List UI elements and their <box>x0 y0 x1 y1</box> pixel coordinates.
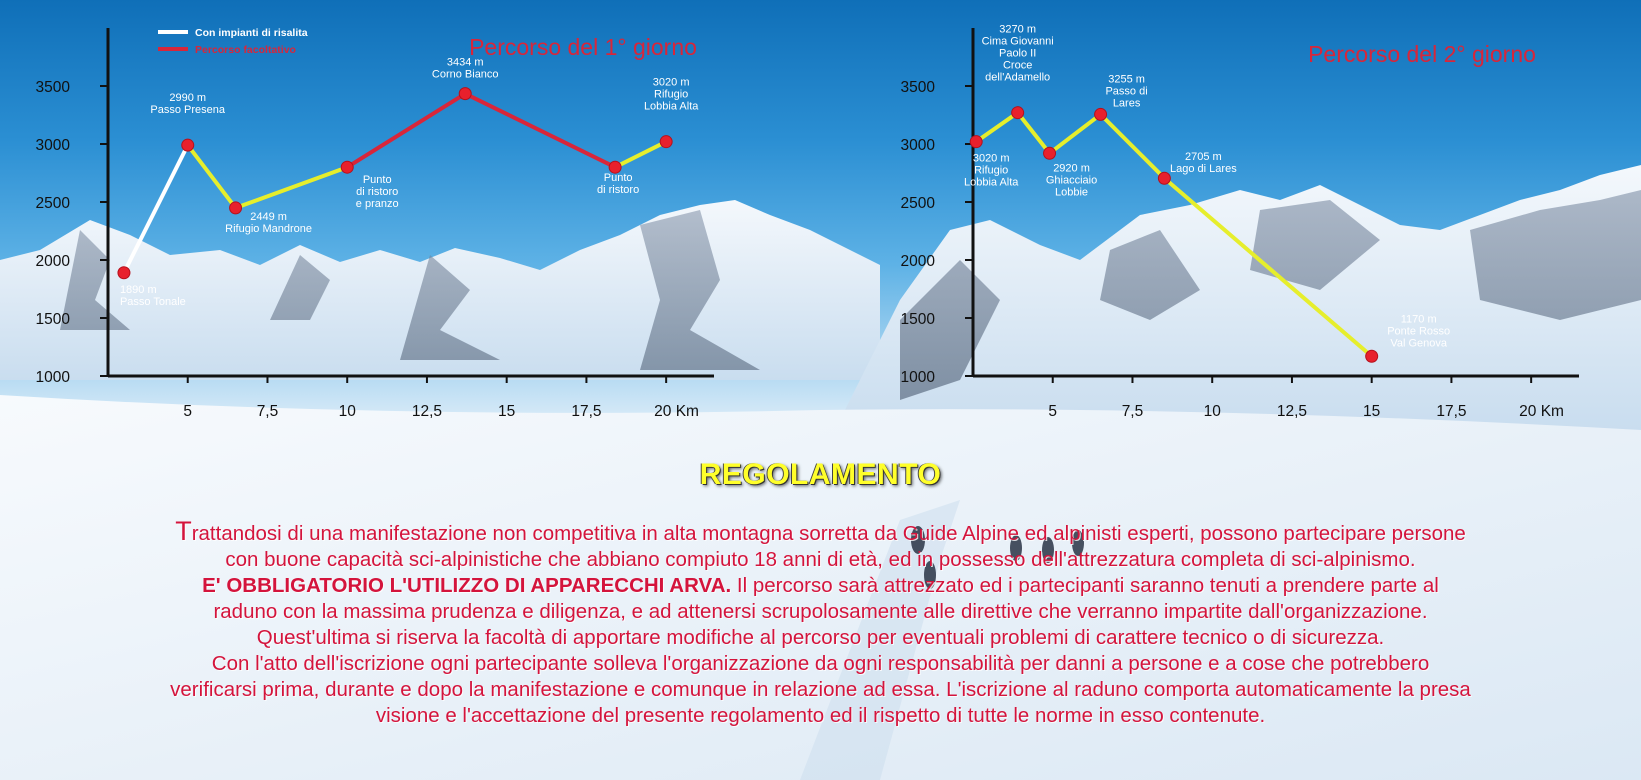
waypoint-label <box>120 284 186 308</box>
x-tick-label: 10 <box>1203 403 1221 420</box>
waypoint-label-line: Croce <box>1002 59 1033 72</box>
waypoint-label-line: 3434 m <box>446 56 484 69</box>
route-segment <box>1018 113 1050 154</box>
y-tick-label: 3500 <box>900 79 935 96</box>
rules-line-5: Quest'ultima si riserva la facoltà di apportare modifiche al percorso per eventuali problemi di carattere tecnico o di sicurezza. <box>256 626 1385 649</box>
rules-line-4: raduno con la massima prudenza e diligenza, e ad attenersi scrupolosamente alle direttive che verranno impartite dall'organizzazione. <box>213 600 1428 623</box>
waypoint-label <box>432 57 499 81</box>
waypoint-label <box>597 172 639 196</box>
waypoint-label-line: Rifugio Mandrone <box>225 222 313 235</box>
waypoint-marker <box>1158 172 1170 184</box>
y-tick-label: 1500 <box>900 311 935 328</box>
waypoint-label-line: 3255 m <box>1108 73 1145 86</box>
route-segment <box>976 113 1017 142</box>
route-segment <box>347 94 465 168</box>
waypoint-label-line: Cima Giovanni <box>981 35 1054 48</box>
waypoint-label-line: di ristoro <box>356 186 399 199</box>
waypoint-marker <box>1012 107 1024 119</box>
waypoint-marker <box>341 161 353 173</box>
waypoint-label-line: Lobbia Alta <box>963 176 1019 189</box>
x-tick-label: 10 <box>338 403 356 420</box>
waypoint-label <box>1170 151 1237 175</box>
rules-line-1 <box>20 518 1621 547</box>
route-segment <box>465 94 615 168</box>
route-segment <box>615 142 666 168</box>
route-segment <box>236 167 348 208</box>
waypoint-marker <box>1044 147 1056 159</box>
x-tick-label: 12,5 <box>1276 403 1308 420</box>
waypoint-label-line: Passo Tonale <box>119 295 186 308</box>
rules-drop-cap: T <box>175 516 192 546</box>
regolamento-text <box>20 518 1621 729</box>
y-tick-label: 3000 <box>35 137 70 154</box>
waypoint-label-line: 1170 m <box>1400 313 1437 326</box>
chart-day-2 <box>865 0 1625 440</box>
rules-line-6: Con l'atto dell'iscrizione ogni partecipante solleva l'organizzazione da ogni responsabilità per danni a persone e a cose che potrebbero <box>211 652 1430 675</box>
waypoint-label-line: di ristoro <box>597 184 640 197</box>
route-segment <box>1164 178 1371 356</box>
waypoint-label-line: 3020 m <box>972 152 1010 165</box>
rules-line-1-text: rattandosi di una manifestazione non competitiva in alta montagna sorretta da Guide Alpine ed alpinisti esperti, possono partecipare persone <box>191 522 1466 545</box>
y-tick-label: 2000 <box>35 253 70 270</box>
plot-area <box>901 24 1579 420</box>
x-tick-label: 20 Km <box>1519 403 1564 420</box>
x-tick-label: 20 Km <box>654 403 699 420</box>
waypoint-label-line: Paolo II <box>998 47 1037 60</box>
arva-warning: E' OBBLIGATORIO L'UTILIZZO DI APPARECCHI ARVA. <box>202 574 732 597</box>
x-tick-label: 5 <box>1048 403 1058 420</box>
waypoint-marker <box>459 88 471 100</box>
y-tick-label: 2500 <box>35 195 70 212</box>
waypoint-marker <box>970 136 982 148</box>
x-tick-label: 7,5 <box>256 403 279 420</box>
waypoint-label-line: Lares <box>1112 97 1141 110</box>
waypoint-label-line: 2990 m <box>169 92 207 105</box>
legend-label: Con impianti di risalita <box>195 27 308 39</box>
waypoint-label <box>150 92 225 116</box>
waypoint-label-line: Lago di Lares <box>1170 163 1237 176</box>
waypoint-label-line: Lobbie <box>1055 186 1089 199</box>
rules-line-3-text: Il percorso sarà attrezzato ed i partecipanti saranno tenuti a prendere parte al <box>731 574 1439 597</box>
y-tick-label: 1000 <box>35 369 70 386</box>
route-segment <box>1050 114 1101 153</box>
x-tick-label: 17,5 <box>1436 403 1467 420</box>
waypoint-marker <box>1095 108 1107 120</box>
plot-area <box>36 27 714 420</box>
route-segment <box>1101 114 1165 178</box>
waypoint-label-line: dell'Adamello <box>985 71 1051 84</box>
waypoint-label-line: 2920 m <box>1053 162 1090 175</box>
rules-line-3 <box>20 573 1621 599</box>
route-segment <box>188 145 236 208</box>
waypoint-label-line: Punto <box>603 172 633 185</box>
y-tick-label: 1500 <box>35 311 70 328</box>
waypoint-label <box>1387 313 1450 349</box>
waypoint-label-line: Punto <box>362 174 392 187</box>
waypoint-label-line: Passo di <box>1105 85 1148 98</box>
y-tick-label: 2500 <box>900 195 935 212</box>
waypoint-marker <box>182 139 194 151</box>
waypoint-marker <box>1366 350 1378 362</box>
waypoint-label <box>225 211 312 235</box>
y-tick-label: 2000 <box>900 253 935 270</box>
waypoint-label <box>644 77 699 113</box>
x-tick-label: 7,5 <box>1121 403 1144 420</box>
waypoint-label <box>1046 162 1097 198</box>
waypoint-label <box>356 174 399 210</box>
legend-label: Percorso facoltativo <box>195 44 296 56</box>
waypoint-marker <box>230 202 242 214</box>
waypoint-label-line: Ghiacciaio <box>1045 174 1098 187</box>
waypoint-label-line: Rifugio <box>654 88 689 101</box>
x-tick-label: 15 <box>498 403 516 420</box>
chart-title: Percorso del 1° giorno <box>469 34 697 60</box>
chart-day-1 <box>0 0 760 440</box>
waypoint-label-line: Rifugio <box>974 164 1009 177</box>
rules-line-2: con buone capacità sci-alpinistiche che abbiano compiuto 18 anni di età, ed in possesso dell'attrezzatura completa di sci-alpinismo. <box>225 548 1416 571</box>
x-tick-label: 5 <box>183 403 193 420</box>
waypoint-label-line: 3020 m <box>652 76 690 89</box>
waypoint-label-line: e pranzo <box>355 198 399 211</box>
regolamento-heading: REGOLAMENTO <box>699 458 942 491</box>
waypoint-label-line: 1890 m <box>119 283 157 296</box>
waypoint-label-line: 2705 m <box>1185 151 1222 164</box>
chart-title: Percorso del 2° giorno <box>1308 41 1536 67</box>
waypoint-label-line: Val Genova <box>1390 337 1448 350</box>
route-segment <box>124 145 188 273</box>
y-tick-label: 1000 <box>900 369 935 386</box>
x-tick-label: 15 <box>1363 403 1381 420</box>
waypoint-label-line: Passo Presena <box>150 104 226 117</box>
y-tick-label: 3500 <box>35 79 70 96</box>
rules-line-8: visione e l'accettazione del presente regolamento ed il rispetto di tutte le norme in esso contenute. <box>375 704 1266 727</box>
waypoint-label <box>982 24 1054 84</box>
waypoint-marker <box>660 136 672 148</box>
rules-line-7: verificarsi prima, durante e dopo la manifestazione e comunque in relazione ad essa. L'iscrizione al raduno comporta automaticamente la presa <box>170 678 1471 701</box>
waypoint-label-line: 3270 m <box>999 23 1037 36</box>
waypoint-label-line: Ponte Rosso <box>1387 325 1451 338</box>
x-tick-label: 17,5 <box>571 403 602 420</box>
waypoint-label-line: Corno Bianco <box>431 68 499 81</box>
y-tick-label: 3000 <box>900 137 935 154</box>
waypoint-marker <box>118 267 130 279</box>
x-tick-label: 12,5 <box>411 403 443 420</box>
waypoint-label <box>1105 73 1147 109</box>
waypoint-label-line: Lobbia Alta <box>643 100 699 113</box>
waypoint-label-line: 2449 m <box>250 210 287 223</box>
